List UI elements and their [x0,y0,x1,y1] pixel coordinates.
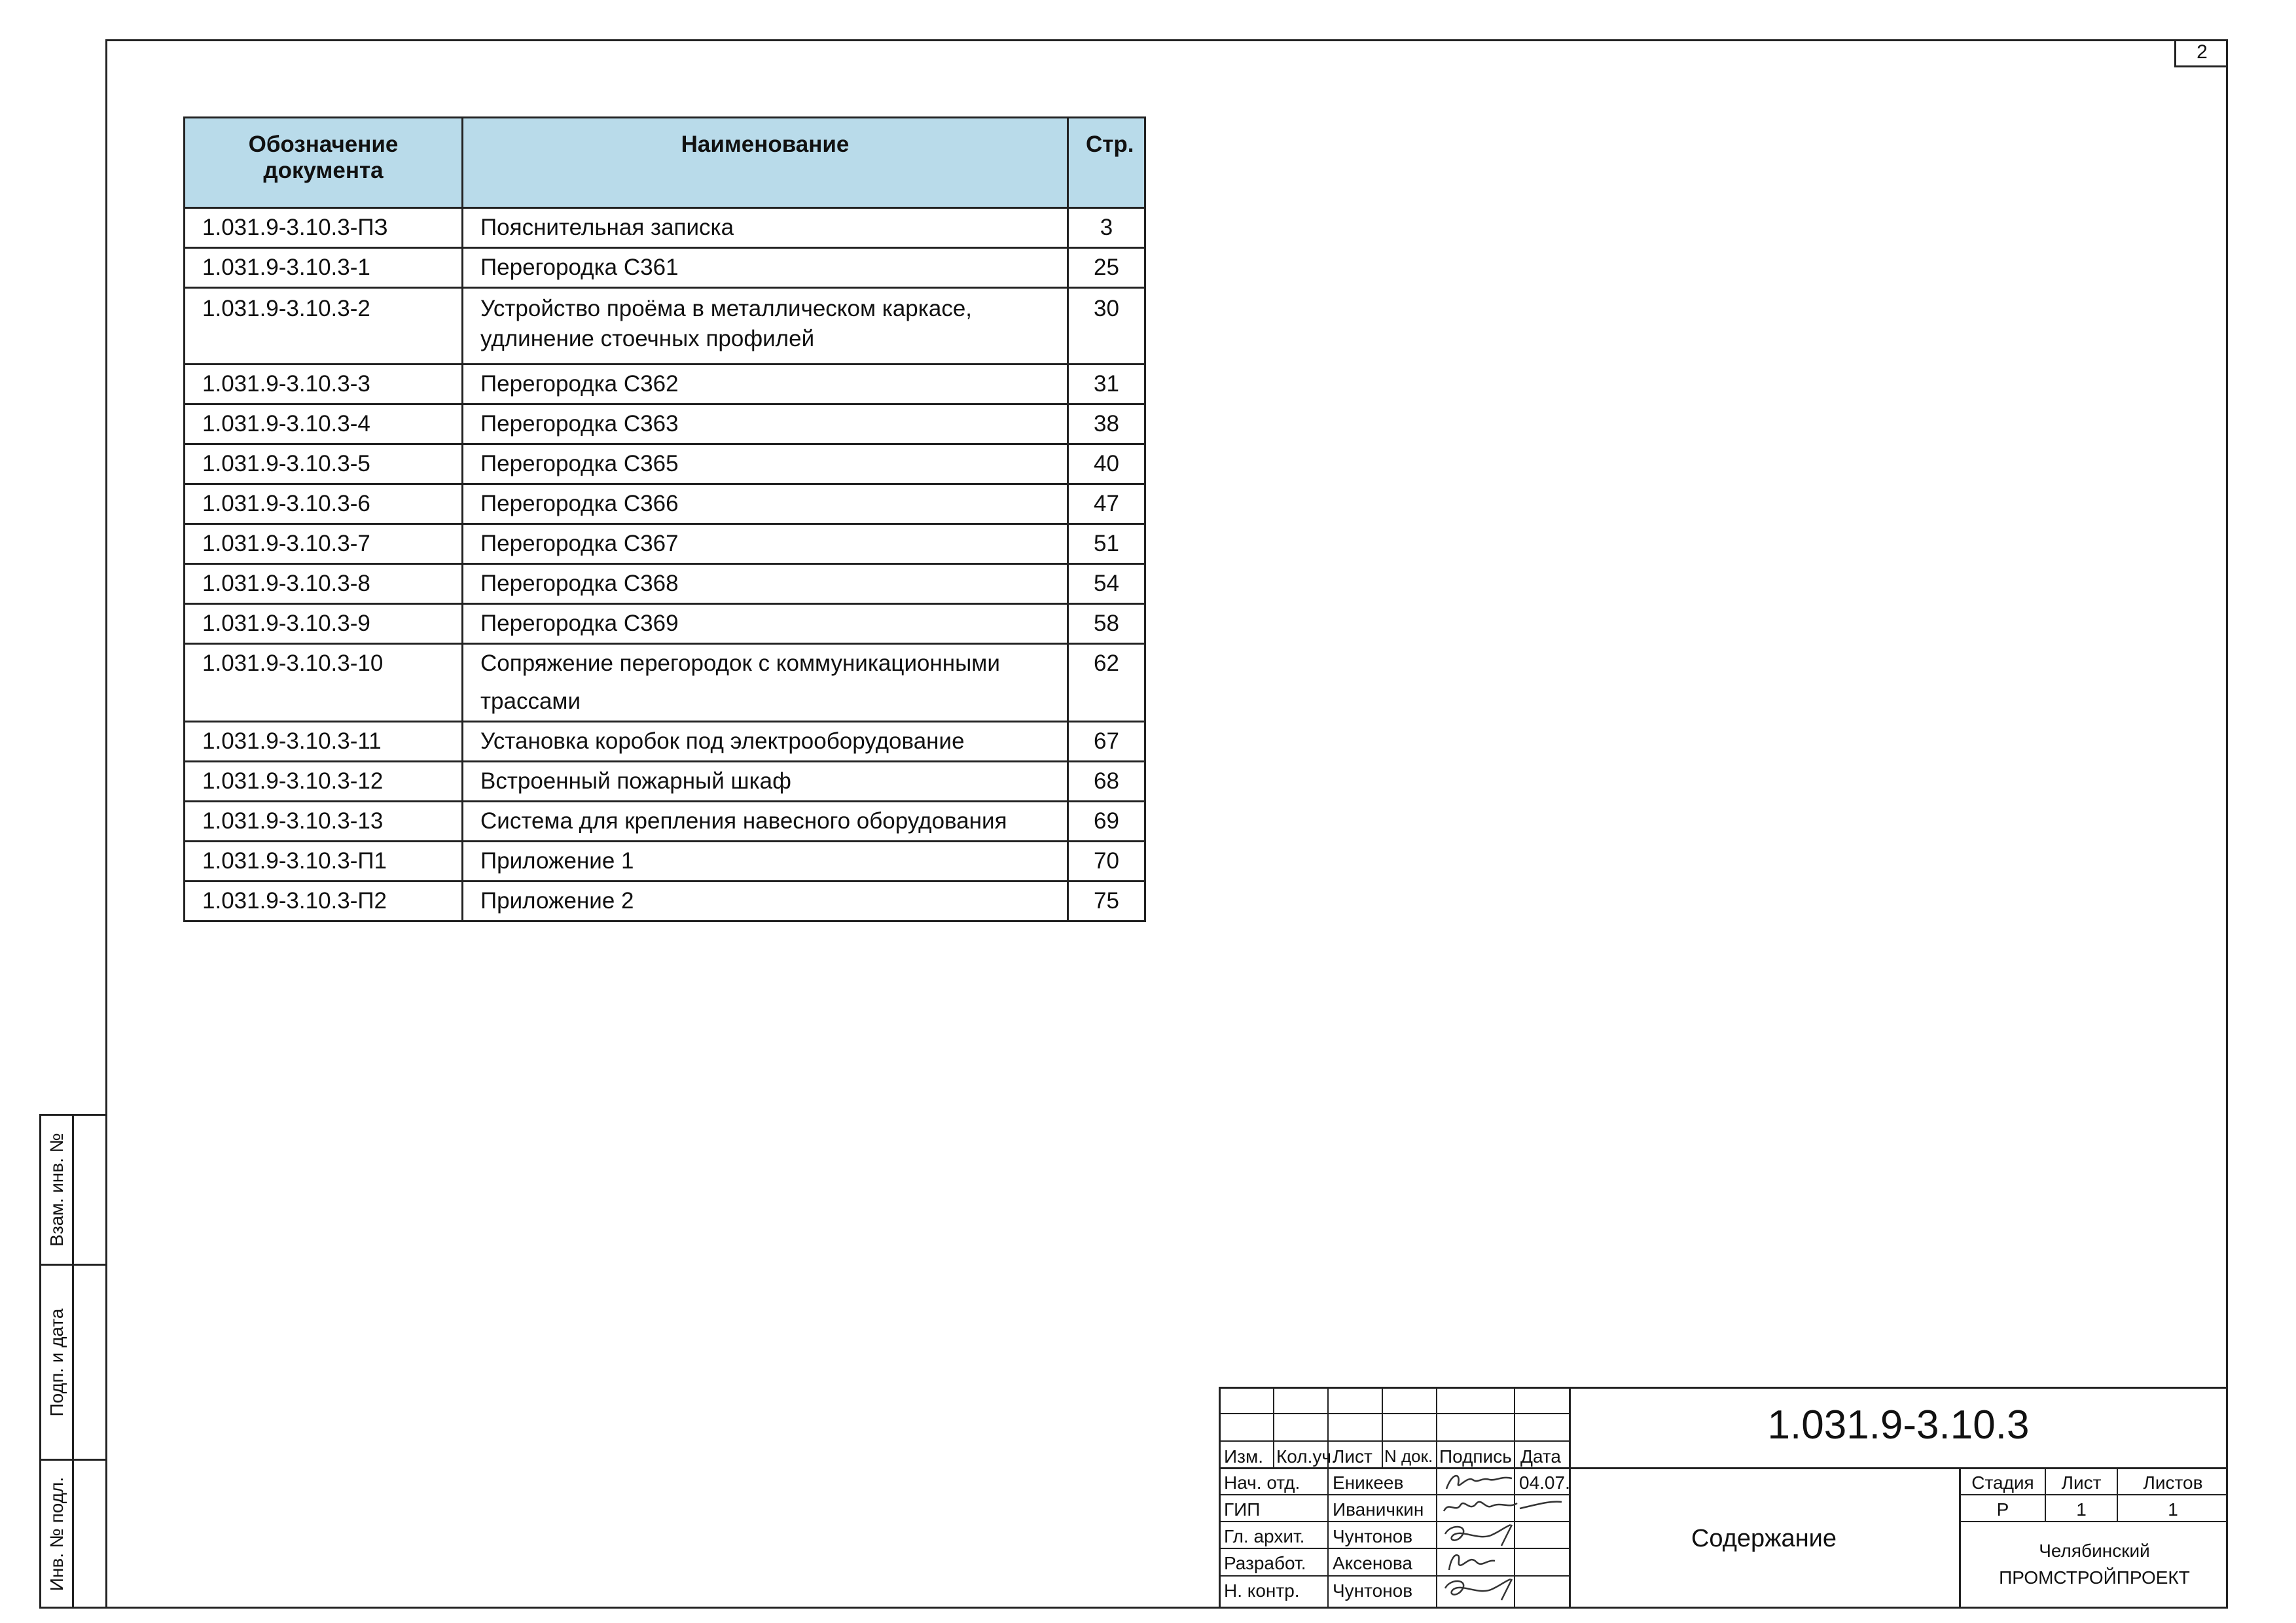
signature-mark [1439,1575,1530,1603]
col-izm: Изм. [1224,1446,1263,1467]
col-podpis: Подпись [1439,1446,1512,1467]
role-gip: ГИП [1224,1499,1261,1520]
row-page: 75 [1068,882,1145,921]
row-name: Перегородка С361 [463,248,1068,288]
table-row [185,802,1145,842]
row-name: Сопряжение перегородок с коммуникационными трассами [463,644,1068,722]
row-name: Система для крепления навесного оборудования [463,802,1068,842]
table-row [185,882,1145,921]
person-date: 04.07. [1519,1472,1570,1493]
row-page: 54 [1068,564,1145,604]
table-row [185,604,1145,644]
row-page: 25 [1068,248,1145,288]
table-row [185,484,1145,524]
row-designation: 1.031.9-3.10.3-10 [185,644,463,722]
row-page: 30 [1068,288,1145,365]
row-page: 51 [1068,524,1145,564]
header-designation: Обозначение документа [185,118,463,208]
row-designation: 1.031.9-3.10.3-4 [185,404,463,444]
row-name: Приложение 1 [463,842,1068,882]
row-page: 68 [1068,762,1145,802]
role-nach-otd: Нач. отд. [1224,1472,1300,1493]
col-data: Дата [1520,1446,1562,1467]
row-designation: 1.031.9-3.10.3-ПЗ [185,208,463,248]
row-designation: 1.031.9-3.10.3-12 [185,762,463,802]
signature-mark [1439,1521,1530,1548]
table-row [185,288,1145,365]
signature-mark [1439,1548,1530,1575]
list-value: 1 [2076,1499,2087,1520]
table-row [185,564,1145,604]
row-designation: 1.031.9-3.10.3-П1 [185,842,463,882]
stage-value: Р [1996,1499,2009,1520]
contents-table [183,116,1146,922]
side-stamp-inv [39,1459,105,1609]
row-name: Перегородка С368 [463,564,1068,604]
person-name: Еникеев [1333,1472,1404,1493]
signature-mark [1439,1468,1530,1495]
col-list: Лист [1333,1446,1372,1467]
table-row [185,248,1145,288]
person-name: Чунтонов [1333,1580,1413,1601]
row-name-line2: удлинение стоечных профилей [480,326,815,351]
row-page: 62 [1068,644,1145,722]
row-designation: 1.031.9-3.10.3-8 [185,564,463,604]
row-designation: 1.031.9-3.10.3-9 [185,604,463,644]
row-designation: 1.031.9-3.10.3-7 [185,524,463,564]
row-name: Перегородка С369 [463,604,1068,644]
list-header: Лист [2061,1472,2102,1493]
role-gl-arhit: Гл. архит. [1224,1526,1305,1546]
row-name: Приложение 2 [463,882,1068,921]
table-row [185,842,1145,882]
title-block [1219,1387,2228,1609]
row-page: 47 [1068,484,1145,524]
listov-header: Листов [2143,1472,2203,1493]
row-name: Перегородка С365 [463,444,1068,484]
table-row [185,524,1145,564]
row-name: Встроенный пожарный шкаф [463,762,1068,802]
row-name: Перегородка С366 [463,484,1068,524]
side-label-podp: Подп. и дата [46,1308,67,1416]
row-designation: 1.031.9-3.10.3-1 [185,248,463,288]
table-row [185,722,1145,762]
row-name: Перегородка С367 [463,524,1068,564]
row-page: 31 [1068,365,1145,404]
person-name: Иваничкин [1333,1499,1424,1520]
listov-value: 1 [2168,1499,2178,1520]
row-name: Перегородка С362 [463,365,1068,404]
row-page: 58 [1068,604,1145,644]
col-kol: Кол.уч. [1276,1446,1336,1467]
side-label-vzam: Взам. инв. № [46,1133,67,1247]
role-razrabot: Разработ. [1224,1553,1306,1573]
table-row [185,762,1145,802]
row-page: 40 [1068,444,1145,484]
document-code: 1.031.9-3.10.3 [1767,1402,2030,1448]
table-row [185,365,1145,404]
header-page: Стр. [1068,118,1145,208]
row-name-line1: Устройство проёма в металлическом каркасе, [480,296,973,321]
stage-header: Стадия [1971,1472,2034,1493]
row-designation: 1.031.9-3.10.3-3 [185,365,463,404]
person-name: Аксенова [1333,1553,1412,1573]
contents-header-row [185,118,1145,208]
org-line2: ПРОМСТРОЙПРОЕКТ [1999,1567,2190,1588]
row-designation: 1.031.9-3.10.3-6 [185,484,463,524]
row-page: 70 [1068,842,1145,882]
row-designation: 1.031.9-3.10.3-П2 [185,882,463,921]
table-row [185,404,1145,444]
col-ndok: N док. [1384,1446,1433,1466]
sheet-title: Содержание [1691,1525,1837,1552]
row-designation: 1.031.9-3.10.3-5 [185,444,463,484]
row-page: 67 [1068,722,1145,762]
row-designation: 1.031.9-3.10.3-11 [185,722,463,762]
row-page: 69 [1068,802,1145,842]
row-designation: 1.031.9-3.10.3-13 [185,802,463,842]
table-row [185,444,1145,484]
row-page: 3 [1068,208,1145,248]
row-page: 38 [1068,404,1145,444]
side-label-inv: Инв. № подл. [46,1476,67,1591]
header-name: Наименование [463,118,1068,208]
row-name: Перегородка С363 [463,404,1068,444]
row-designation: 1.031.9-3.10.3-2 [185,288,463,365]
table-row [185,208,1145,248]
role-n-kontr: Н. контр. [1224,1580,1300,1601]
table-row [185,644,1145,722]
side-stamp-podp [39,1264,105,1461]
person-name: Чунтонов [1333,1526,1413,1546]
signature-mark [1439,1494,1570,1522]
side-stamp-vzam [39,1114,105,1266]
row-name [463,288,1068,365]
org-line1: Челябинский [2039,1541,2150,1561]
row-name: Пояснительная записка [463,208,1068,248]
row-name: Установка коробок под электрооборудование [463,722,1068,762]
sheet-number: 2 [2174,39,2228,67]
